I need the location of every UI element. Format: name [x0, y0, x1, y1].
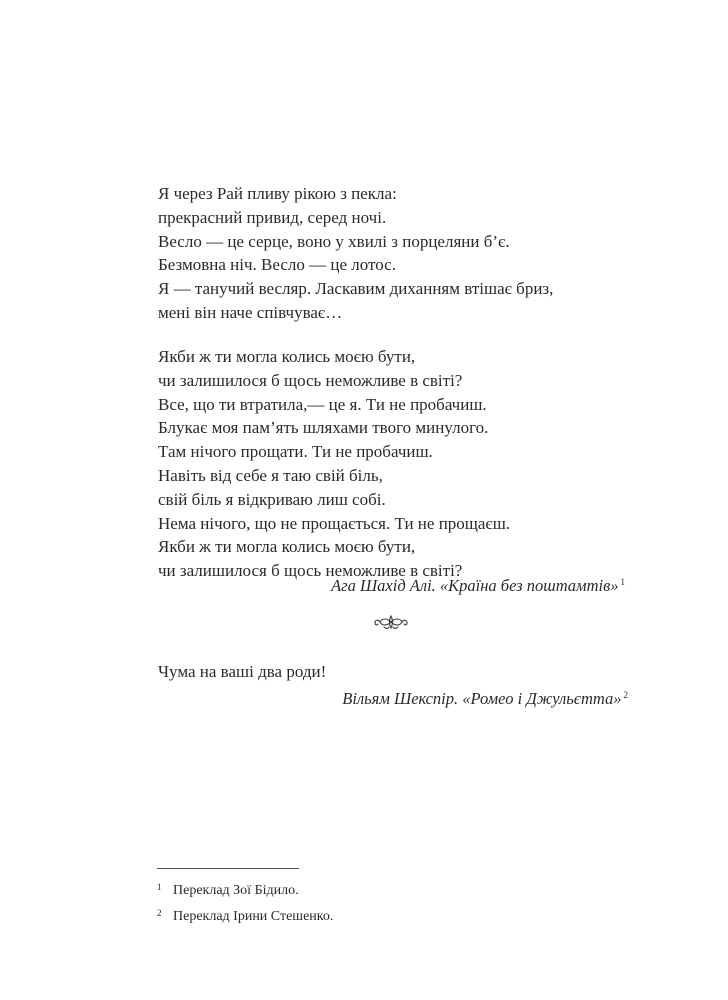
poem-line: мені він наче співчуває… [158, 302, 343, 322]
poem-attribution-text: Ага Шахід Алі. «Країна без поштамтів» [331, 576, 619, 595]
footnote-ref: 2 [623, 690, 628, 700]
epigraph-quote: Чума на ваші два роди! [158, 662, 327, 681]
footnotes [157, 876, 333, 928]
poem-line: Там нічого прощати. Ти не пробачиш. [158, 442, 433, 462]
poem-line: свій біль я відкриваю лиш собі. [158, 489, 386, 509]
poem-line: Нема нічого, що не прощається. Ти не прощаєш. [158, 513, 511, 533]
poem-line: Блукає моя пам’ять шляхами твого минулого. [158, 418, 489, 438]
floral-divider-icon [372, 612, 410, 632]
poem-stanza-2 [158, 345, 510, 583]
footnote-ref: 1 [620, 577, 625, 587]
poem-stanza-1 [158, 182, 553, 325]
poem-line: Все, що ти втратила,— це я. Ти не пробачиш. [158, 394, 487, 414]
poem-line: Якби ж ти могла колись моєю бути, [158, 537, 416, 557]
poem-line: Я через Рай пливу рікою з пекла: [158, 184, 397, 203]
footnote-mark: 1 [157, 882, 162, 892]
epigraph-attribution [342, 684, 628, 710]
footnote-divider [157, 868, 299, 869]
poem-line: Я — танучий весляр. Ласкавим диханням втішає бриз, [158, 279, 554, 299]
poem-line: Навіть від себе я таю свій біль, [158, 465, 383, 485]
poem-attribution [331, 571, 625, 597]
footnote-mark: 2 [157, 908, 162, 918]
poem-line: Якби ж ти могла колись моєю бути, [158, 347, 416, 366]
poem-line: Весло — це серце, воно у хвилі з порцеляни б’є. [158, 231, 510, 251]
poem-line: прекрасний привид, серед ночі. [158, 207, 387, 227]
poem-line: чи залишилося б щось неможливе в світі? [158, 370, 463, 390]
poem-line: Безмовна ніч. Весло — це лотос. [158, 255, 396, 275]
poem-line: чи залишилося б щось неможливе в світі? [158, 561, 463, 581]
footnote-text: Переклад Ірини Стешенко. [173, 909, 334, 924]
footnote-item [157, 876, 333, 902]
epigraph-attribution-text: Вільям Шекспір. «Ромео і Джульєтта» [342, 689, 622, 708]
footnote-item [157, 902, 333, 928]
footnote-text: Переклад Зої Бідило. [173, 883, 299, 898]
